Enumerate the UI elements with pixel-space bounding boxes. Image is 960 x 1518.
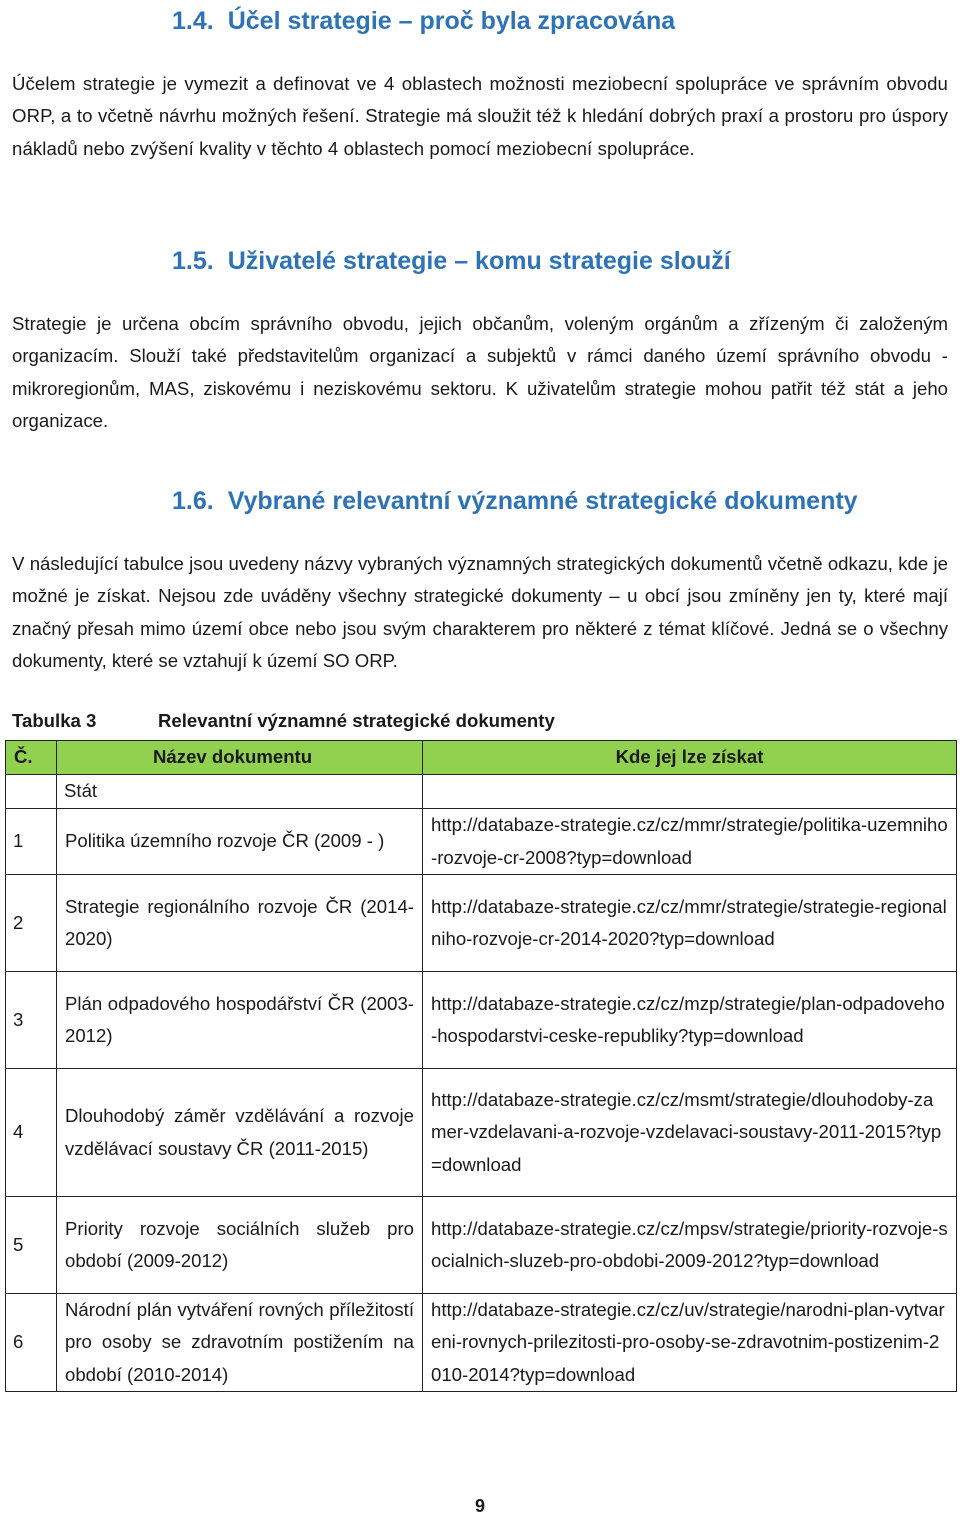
- group-label: Stát: [57, 775, 423, 809]
- table-caption: [12, 707, 555, 735]
- section-number: 1.6.: [172, 487, 214, 515]
- table-row: [6, 875, 957, 972]
- row-number: 6: [6, 1294, 57, 1392]
- table-caption-title: Relevantní významné strategické dokumenty: [158, 710, 555, 731]
- row-source-link[interactable]: http://databaze-strategie.cz/cz/uv/strategie/narodni-plan-vytvareni-rovnych-prilezitosti-pro-osoby-se-zdravotnim-postizenim-2010-2014?typ=download: [423, 1294, 957, 1392]
- row-document-name: Priority rozvoje sociálních služeb pro období (2009-2012): [57, 1197, 423, 1294]
- group-num-cell: [6, 775, 57, 809]
- table-row: [6, 972, 957, 1069]
- row-number: 1: [6, 809, 57, 875]
- row-number: 3: [6, 972, 57, 1069]
- header-source: Kde jej lze získat: [423, 741, 957, 775]
- section-number: 1.5.: [172, 247, 214, 275]
- page-number: 9: [474, 1496, 485, 1516]
- section-paragraph-1-5: Strategie je určena obcím správního obvodu, jejich občanům, voleným orgánům a zřízeným či založeným organizacím. Slouží také představitelům organizací a subjektů v rámci daného území správního obvodu - mikroregionům, MAS, ziskovému i neziskovému sektoru. K uživatelům strategie mohou patřit též stát a jeho organizace.: [12, 313, 948, 432]
- section-heading-1-4: [172, 6, 675, 36]
- row-source-link[interactable]: http://databaze-strategie.cz/cz/mpsv/strategie/priority-rozvoje-socialnich-sluzeb-pro-obdobi-2009-2012?typ=download: [423, 1197, 957, 1294]
- row-source-link[interactable]: http://databaze-strategie.cz/cz/mmr/strategie/politika-uzemniho-rozvoje-cr-2008?typ=download: [423, 809, 957, 875]
- row-document-name: Dlouhodobý záměr vzdělávání a rozvoje vzdělávací soustavy ČR (2011-2015): [57, 1069, 423, 1197]
- table-caption-number: Tabulka 3: [12, 710, 97, 731]
- group-where-cell: [423, 775, 957, 809]
- row-source-link[interactable]: http://databaze-strategie.cz/cz/mzp/strategie/plan-odpadoveho-hospodarstvi-ceske-republiky?typ=download: [423, 972, 957, 1069]
- row-source-link[interactable]: http://databaze-strategie.cz/cz/msmt/strategie/dlouhodoby-zamer-vzdelavani-a-rozvoje-vzdelavaci-soustavy-2011-2015?typ=download: [423, 1069, 957, 1197]
- table-row: [6, 809, 957, 875]
- header-number: Č.: [6, 741, 57, 775]
- header-document-name: Název dokumentu: [57, 741, 423, 775]
- table-row: [6, 1294, 957, 1392]
- section-paragraph-1-6: V následující tabulce jsou uvedeny názvy vybraných významných strategických dokumentů včetně odkazu, kde je možné je získat. Nejsou zde uváděny všechny strategické dokumenty – u obcí jsou zmíněny jen ty, které mají značný přesah mimo území obce nebo jsou svým charakterem pro některé z témat klíčové. Jedná se o všechny dokumenty, které se vztahují k území SO ORP.: [12, 553, 948, 672]
- section-title: Vybrané relevantní významné strategické dokumenty: [227, 487, 858, 515]
- table-group-row: [6, 775, 957, 809]
- row-source-link[interactable]: http://databaze-strategie.cz/cz/mmr/strategie/strategie-regionalniho-rozvoje-cr-2014-2020?typ=download: [423, 875, 957, 972]
- row-document-name: Národní plán vytváření rovných příležitostí pro osoby se zdravotním postižením na období (2010-2014): [57, 1294, 423, 1392]
- row-document-name: Politika územního rozvoje ČR (2009 - ): [57, 809, 423, 875]
- section-title: Účel strategie – proč byla zpracována: [227, 7, 676, 35]
- strategic-documents-table: [5, 740, 957, 1392]
- section-heading-1-5: [172, 246, 731, 276]
- row-number: 5: [6, 1197, 57, 1294]
- section-heading-1-6: [172, 486, 858, 516]
- table-header-row: [6, 741, 957, 775]
- section-number: 1.4.: [172, 7, 214, 35]
- table-row: [6, 1069, 957, 1197]
- section-paragraph-1-4: Účelem strategie je vymezit a definovat ve 4 oblastech možnosti meziobecní spolupráce ve správním obvodu ORP, a to včetně návrhu možných řešení. Strategie má sloužit též k hledání dobrých praxí a prostoru pro úspory nákladů nebo zvýšení kvality v těchto 4 oblastech pomocí meziobecní spolupráce.: [12, 73, 948, 159]
- table-row: [6, 1197, 957, 1294]
- row-document-name: Plán odpadového hospodářství ČR (2003-2012): [57, 972, 423, 1069]
- row-number: 4: [6, 1069, 57, 1197]
- section-title: Uživatelé strategie – komu strategie slouží: [227, 247, 731, 275]
- row-number: 2: [6, 875, 57, 972]
- row-document-name: Strategie regionálního rozvoje ČR (2014-2020): [57, 875, 423, 972]
